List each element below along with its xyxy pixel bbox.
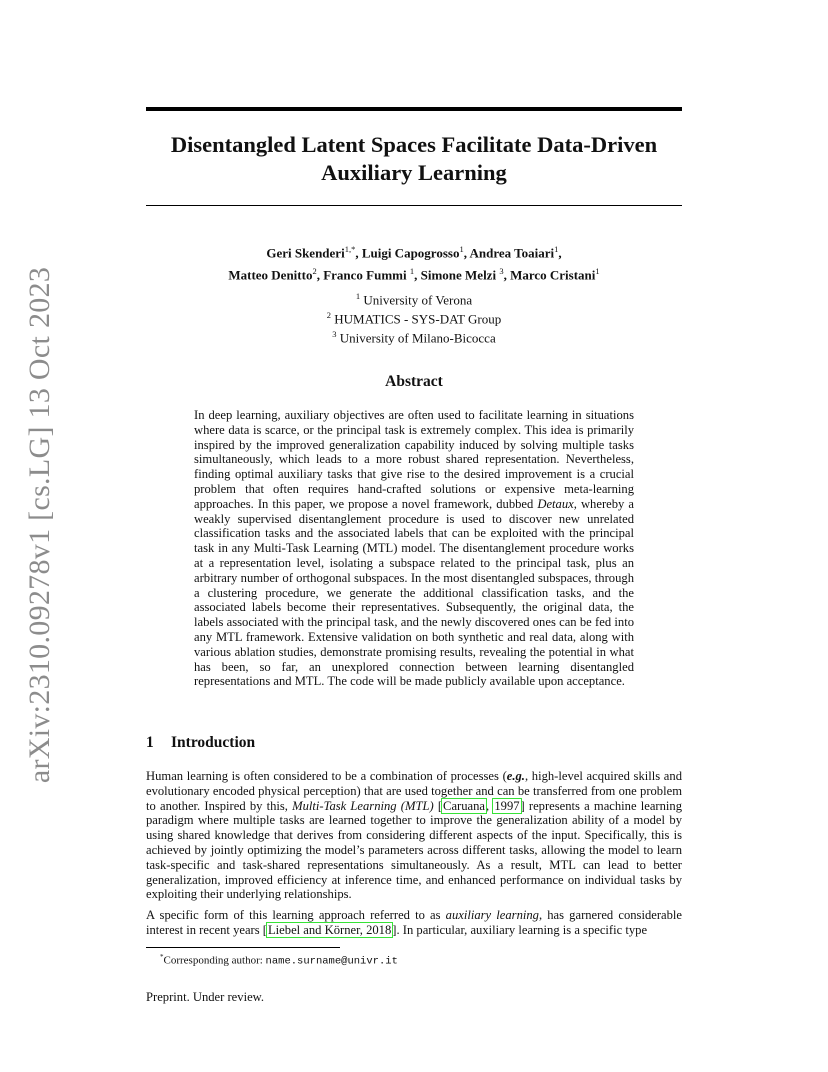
author-name: Matteo Denitto (228, 267, 313, 283)
abstract-body: In deep learning, auxiliary objectives are often used to facilitate learning in situations where data is scarce, or the principal task is extremely complex. This idea is primarily inspired by the improved generalization capability induced by solving multiple tasks simultaneously, which leads to a more robust shared representation. Nevertheless, finding optimal auxiliary tasks that give rise to the desired improvement is a crucial problem that often requires hand-crafted solutions or expensive meta-learning approaches. In this paper, we propose a novel framework, dubbed Detaux, whereby a weakly supervised disentanglement procedure is used to discover new unrelated classification tasks and the associated labels that can be exploited with the principal task in any Multi-Task Learning (MTL) model. The disentanglement procedure works at a representation level, isolating a subspace related to the principal task, plus an arbitrary number of orthogonal subspaces. In the most disentangled subspaces, through a clustering procedure, we generate the additional classification tasks, and the associated labels become their representatives. Subsequently, the original data, the labels associated with the principal task, and the newly discovered ones can be fed into any MTL framework. Extensive validation on both synthetic and real data, along with various ablation studies, demonstrate promising results, revealing the potential in what has been, so far, an unexplored connection between learning disentangled representations and MTL. The code will be made publicly available upon acceptance. (194, 408, 634, 689)
affiliation-list (146, 289, 682, 345)
paragraph: Human learning is often considered to be a combination of processes (e.g., high-level acquired skills and evolutionary encoded physical perception) that are used together and can be transferred from one problem to another. Inspired by this, Multi-Task Learning (MTL) [Caruana, 1997] represents a machine learning paradigm where multiple tasks are learned together to improve the generalization ability of a model by using shared knowledge that derives from considering different aspects of the input. Specifically, this is achieved by jointly optimizing the model’s parameters across different tasks, allowing the model to learn task-specific and task-shared representations simultaneously. As a result, MTL can lead to better generalization, improved efficiency at inference time, and enhanced performance on individual tasks by exploiting their underlying relationships. (146, 769, 682, 902)
affiliation-item: $^2$ HUMATICS - SYS-DAT Group (326, 309, 502, 327)
author-affiliation-mark: 1,* (344, 244, 356, 254)
citation-link-liebel[interactable]: Liebel and Körner, 2018 (267, 922, 392, 937)
author-line-1: Geri Skenderi$^{1,*}$, Luigi Capogrosso$^1$, Andrea Toaiari$^1$, (266, 244, 562, 261)
author-affiliation-mark: 1 (554, 244, 559, 254)
introduction-body (146, 769, 682, 944)
author-list (146, 240, 682, 285)
author-affiliation-mark: 2 (312, 266, 317, 277)
footnote-mark: * (160, 953, 164, 961)
section-title-text: Introduction (171, 734, 256, 751)
arxiv-sidebar-watermark (18, 266, 62, 784)
paper-title: Disentangled Latent Spaces Facilitate Data-Driven Auxiliary Learning (170, 132, 658, 185)
author-name: Andrea Toaiari (469, 245, 555, 261)
affiliation-item: $^3$ University of Milano-Bicocca (332, 328, 496, 345)
author-affiliation-mark: 3 (499, 266, 504, 277)
author-line-2: Matteo Denitto$^2$, Franco Fummi $^1$, Simone Melzi $^3$, Marco Cristani$^1$ (228, 266, 600, 283)
arxiv-identifier: arXiv:2310.09278v1 [cs.LG] 13 Oct 2023 (23, 266, 57, 784)
footnote-rule (146, 947, 340, 948)
abstract-heading: Abstract (385, 373, 443, 390)
section-number: 1 (146, 734, 154, 751)
framework-name: Detaux (537, 496, 574, 511)
citation-link-caruana-year[interactable]: 1997 (494, 798, 520, 813)
section-heading-introduction (146, 734, 255, 752)
author-name: Simone Melzi (420, 267, 497, 283)
author-name: Marco Cristani (510, 267, 596, 283)
title-top-rule (146, 107, 682, 111)
footnote: *Corresponding author: name.surname@univr.it (160, 953, 398, 968)
citation-link-caruana[interactable]: Caruana (443, 798, 486, 813)
title-bottom-rule (146, 205, 682, 206)
preprint-notice: Preprint. Under review. (146, 990, 265, 1004)
affiliation-item: $^1$ University of Verona (355, 291, 473, 308)
author-affiliation-mark: 1 (409, 266, 415, 277)
author-affiliation-mark: 1 (595, 266, 600, 277)
paragraph: A specific form of this learning approach referred to as auxiliary learning, has garnered considerable interest in recent years [Liebel and Körner, 2018]. In particular, auxiliary learning is a specific type (146, 908, 683, 937)
author-name: Luigi Capogrosso (361, 245, 460, 261)
author-name: Franco Fummi (323, 267, 407, 283)
corresponding-email: name.surname@univr.it (265, 955, 398, 968)
author-name: Geri Skenderi (266, 245, 345, 261)
author-affiliation-mark: 1 (459, 244, 464, 254)
